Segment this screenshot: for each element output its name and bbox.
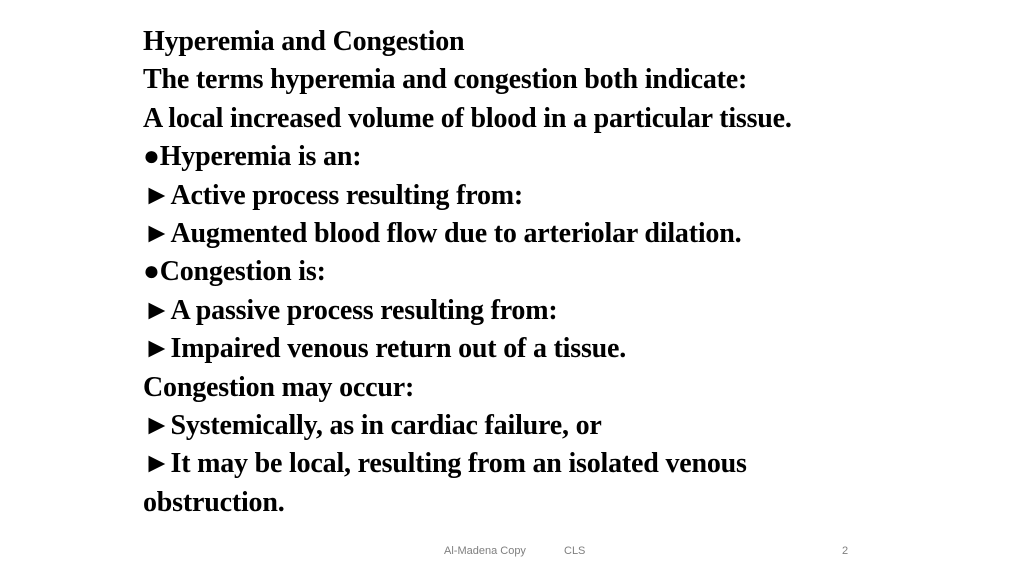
sub-bullet-line: ►Systemically, as in cardiac failure, or bbox=[143, 410, 602, 442]
bullet-line: ●Congestion is: bbox=[143, 256, 326, 288]
slide-body bbox=[143, 23, 863, 522]
sub-bullet-line: ►A passive process resulting from: bbox=[143, 294, 558, 326]
sub-bullet-line: ►It may be local, resulting from an isolated venous obstruction. bbox=[143, 448, 747, 518]
sub-bullet-line: ►Active process resulting from: bbox=[143, 179, 524, 211]
text-line: The terms hyperemia and congestion both indicate: bbox=[143, 64, 748, 96]
footer-source: Al-Madena Copy bbox=[444, 545, 526, 557]
text-line: Congestion may occur: bbox=[143, 371, 415, 403]
sub-bullet-line: ►Impaired venous return out of a tissue. bbox=[143, 333, 627, 365]
bullet-line: ●Hyperemia is an: bbox=[143, 141, 362, 173]
footer-section: CLS bbox=[564, 545, 586, 557]
slide-number: 2 bbox=[842, 545, 849, 557]
sub-bullet-line: ►Augmented blood flow due to arteriolar dilation. bbox=[143, 218, 742, 250]
text-line: A local increased volume of blood in a particular tissue. bbox=[143, 102, 792, 134]
slide-title: Hyperemia and Congestion bbox=[143, 26, 465, 57]
